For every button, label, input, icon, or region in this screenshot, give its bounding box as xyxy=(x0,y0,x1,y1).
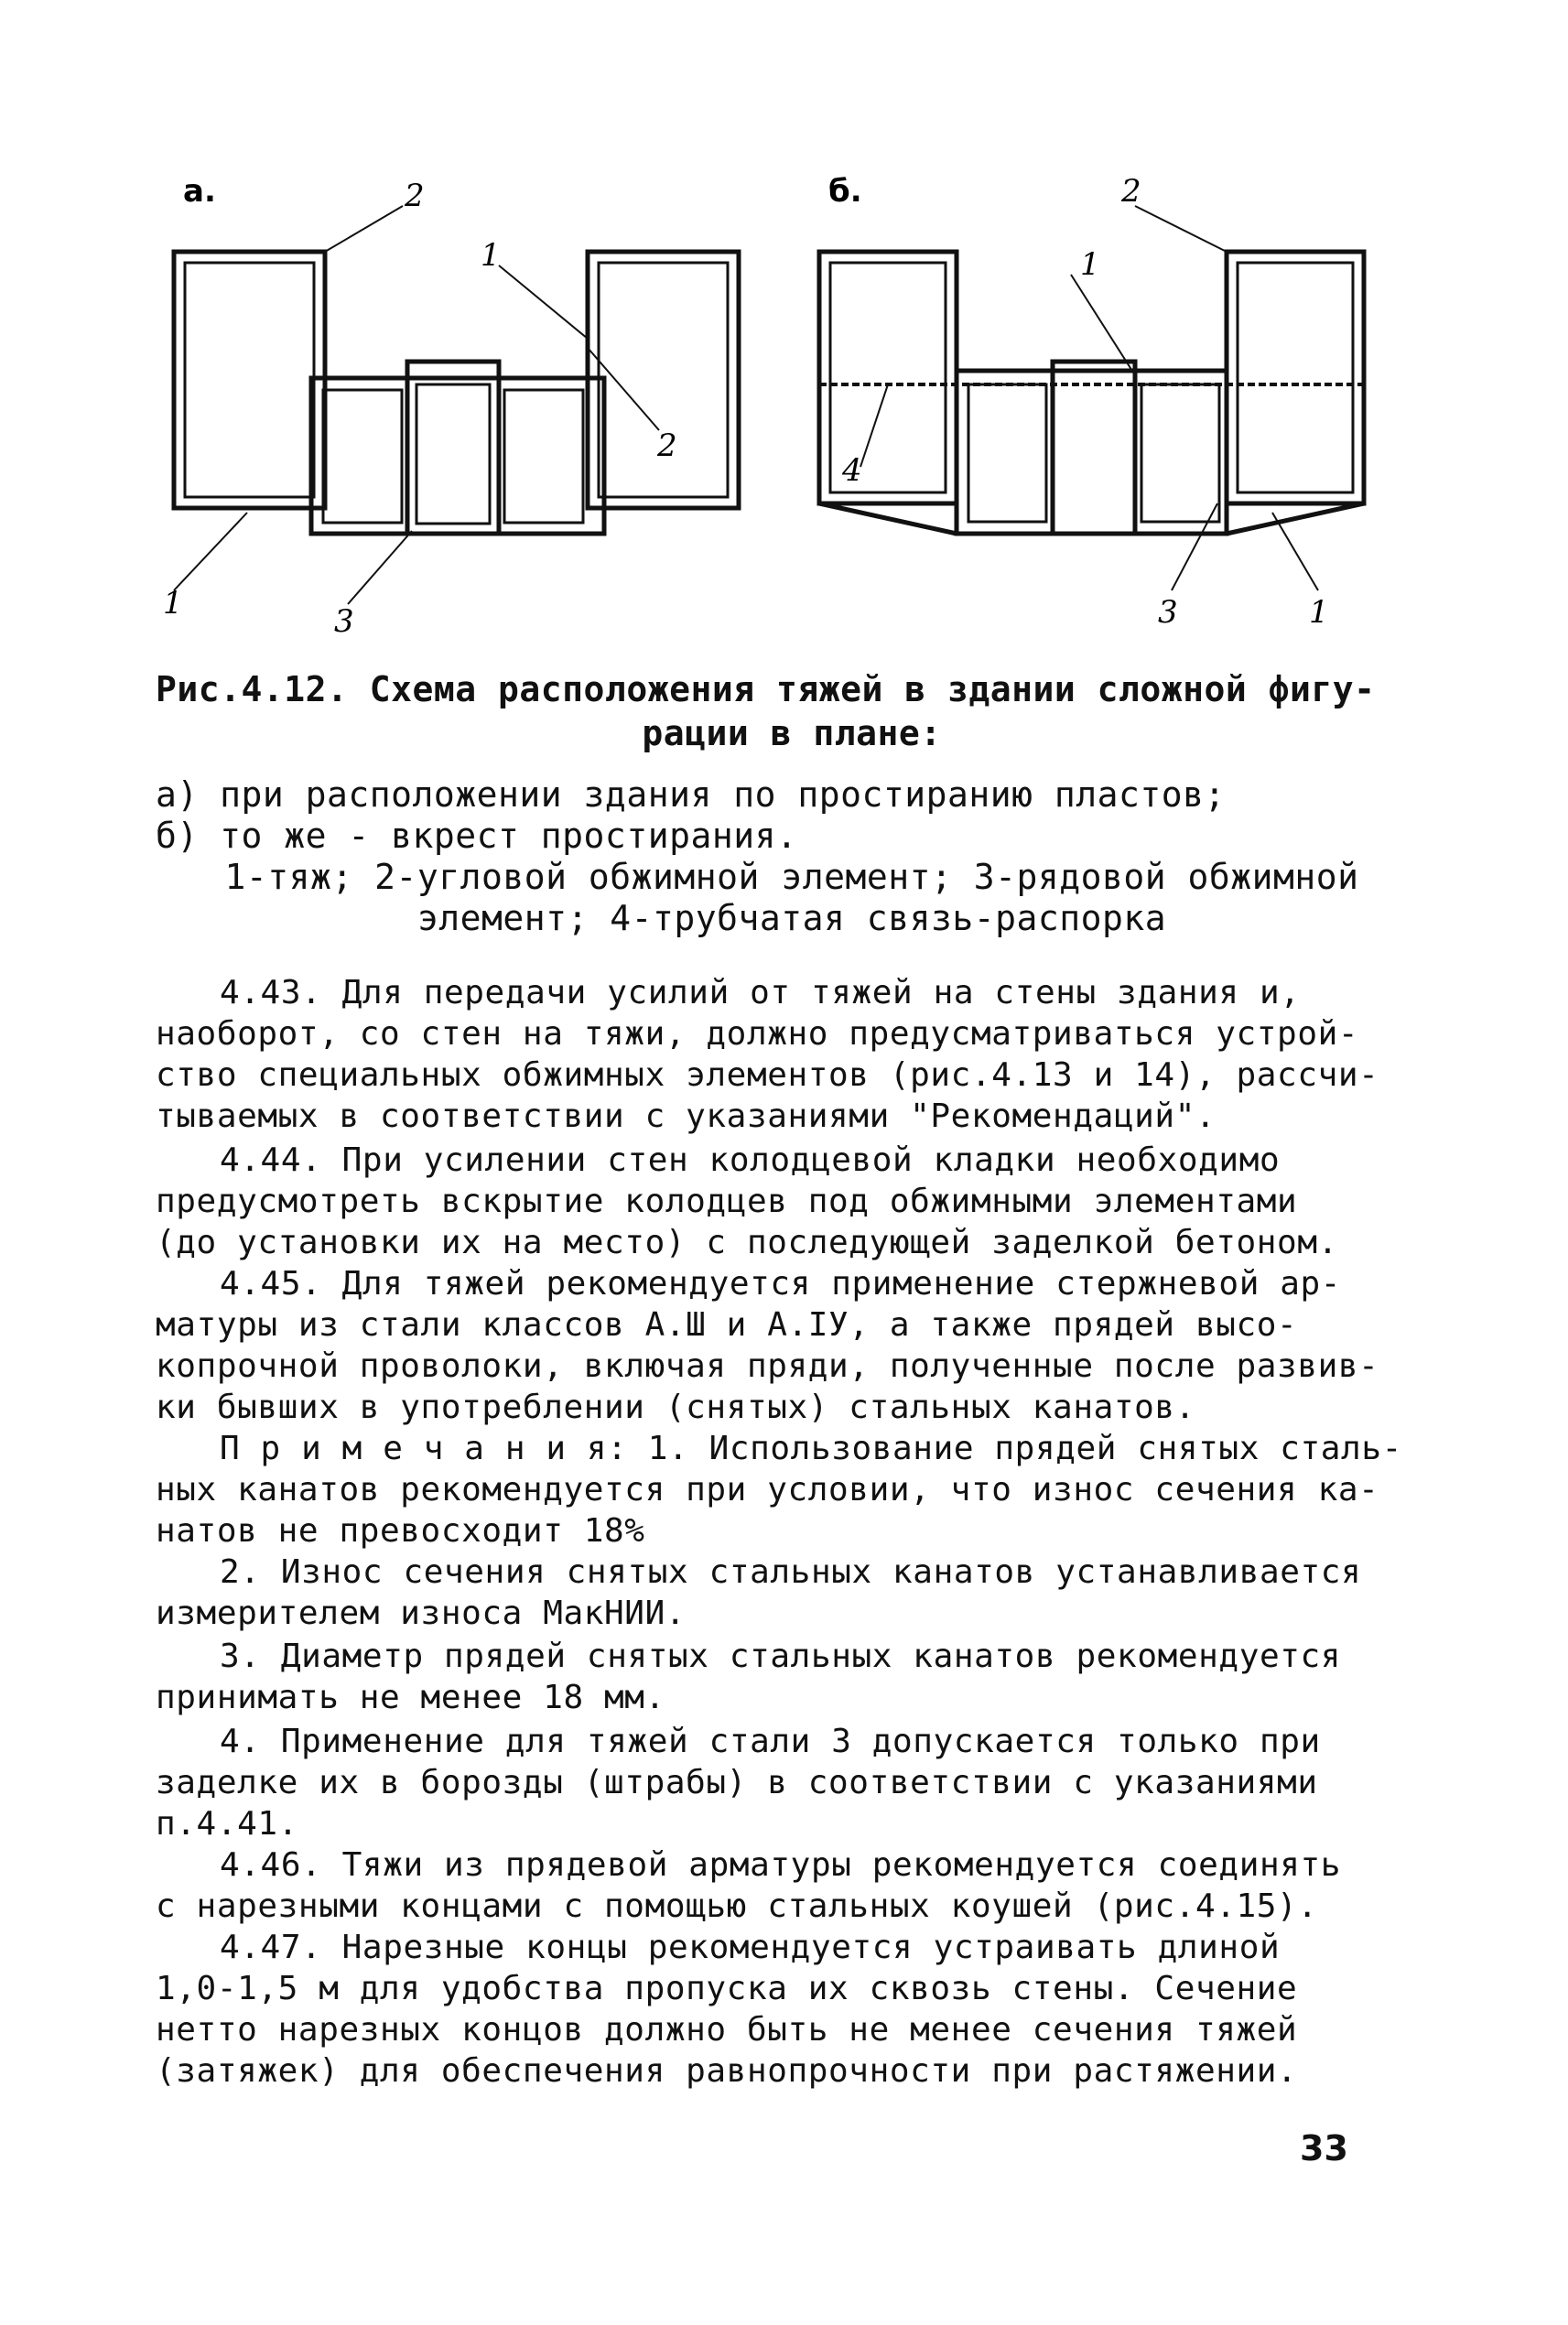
text-line: матуры из стали классов А.Ш и А.ІУ, а также прядей высо- xyxy=(156,1306,1298,1344)
text-line: п.4.41. xyxy=(156,1805,298,1843)
text-line: 4.43. Для передачи усилий от тяжей на стены здания и, xyxy=(220,974,1301,1011)
paragraph-4-46 xyxy=(156,1844,1410,1927)
notes-paragraph-2 xyxy=(156,1552,1410,1634)
text-line: с нарезными концами с помощью стальных коушей (рис.4.15). xyxy=(156,1887,1318,1925)
figure-caption-title: Рис.4.12. Схема расположения тяжей в здании сложной фигу- xyxy=(156,669,1376,709)
callout-a-5: 3 xyxy=(334,603,354,640)
panel-b-label: б. xyxy=(828,173,862,210)
text-line: заделке их в борозды (штрабы) в соответствии с указаниями xyxy=(156,1764,1318,1801)
text-line: 4.46. Тяжи из прядевой арматуры рекомендуется соединять xyxy=(220,1846,1342,1884)
text-line: принимать не менее 18 мм. xyxy=(156,1679,665,1716)
callout-a-1: 2 xyxy=(405,178,425,214)
text-line: предусмотреть вскрытие колодцев под обжимными элементами xyxy=(156,1183,1298,1220)
text-line: 4.44. При усилении стен колодцевой кладки необходимо xyxy=(220,1141,1281,1179)
callout-b-3: 4 xyxy=(842,452,862,489)
paragraph-4-47 xyxy=(156,1927,1410,2092)
text-line: измерителем износа МакНИИ. xyxy=(156,1595,687,1632)
figure-caption-title-cont: рации в плане: xyxy=(642,713,942,753)
notes-paragraph-4 xyxy=(156,1721,1410,1844)
caption-legend-line1: 1-тяж; 2-угловой обжимной элемент; 3-рядовой обжимной xyxy=(224,857,1359,897)
caption-item-a: а) при расположении здания по простиранию пластов; xyxy=(156,774,1226,815)
paragraph-4-45 xyxy=(156,1263,1410,1428)
caption-legend-line2: элемент; 4-трубчатая связь-распорка xyxy=(416,898,1167,938)
paragraph-4-43 xyxy=(156,972,1410,1137)
text-line: наоборот, со стен на тяжи, должно предусматриваться устрой- xyxy=(156,1015,1359,1053)
caption-item-b: б) то же - вкрест простирания. xyxy=(156,816,798,856)
text-line: (затяжек) для обеспечения равнопрочности при растяжении. xyxy=(156,2052,1298,2090)
text-line: 1,0-1,5 м для удобства пропуска их сквозь стены. Сечение xyxy=(156,1970,1298,2007)
callout-a-3: 2 xyxy=(657,427,677,464)
paragraph-4-44 xyxy=(156,1140,1410,1263)
callout-b-5: 1 xyxy=(1309,594,1329,631)
text-line: натов не превосходит 18% xyxy=(156,1512,645,1550)
text-line: 4.47. Нарезные концы рекомендуется устраивать длиной xyxy=(220,1929,1281,1966)
notes-paragraph-1 xyxy=(156,1428,1410,1552)
panel-a-label: а. xyxy=(183,173,216,210)
callout-b-1: 2 xyxy=(1121,173,1141,210)
notes-paragraph-3 xyxy=(156,1636,1410,1718)
text-line: (до установки их на место) с последующей заделкой бетоном. xyxy=(156,1224,1338,1261)
text-line: ных канатов рекомендуется при условии, что износ сечения ка- xyxy=(156,1471,1379,1509)
text-line: нетто нарезных концов должно быть не менее сечения тяжей xyxy=(156,2011,1298,2049)
panel-a-diagram xyxy=(174,206,739,604)
text-line: 3. Диаметр прядей снятых стальных канатов рекомендуется xyxy=(220,1638,1342,1675)
text-line: ство специальных обжимных элементов (рис.4.13 и 14), рассчи- xyxy=(156,1056,1379,1094)
callout-a-2: 1 xyxy=(481,237,501,274)
callout-b-2: 1 xyxy=(1080,246,1100,283)
building-tie-scheme-figure xyxy=(137,165,1410,641)
text-line: 4.45. Для тяжей рекомендуется применение стержневой ар- xyxy=(220,1265,1342,1303)
text-line: копрочной проволоки, включая пряди, полученные после развив- xyxy=(156,1347,1379,1385)
text-line: П р и м е ч а н и я: 1. Использование прядей снятых сталь- xyxy=(220,1430,1402,1467)
callout-a-4: 1 xyxy=(163,585,183,622)
text-line: 4. Применение для тяжей стали 3 допускается только при xyxy=(220,1723,1321,1760)
page-number: 33 xyxy=(1300,2128,1348,2168)
text-line: тываемых в соответствии с указаниями "Рекомендаций". xyxy=(156,1098,1217,1135)
text-line: ки бывших в употреблении (снятых) стальных канатов. xyxy=(156,1389,1195,1426)
callout-b-4: 3 xyxy=(1158,594,1178,631)
text-line: 2. Износ сечения снятых стальных канатов устанавливается xyxy=(220,1553,1362,1591)
